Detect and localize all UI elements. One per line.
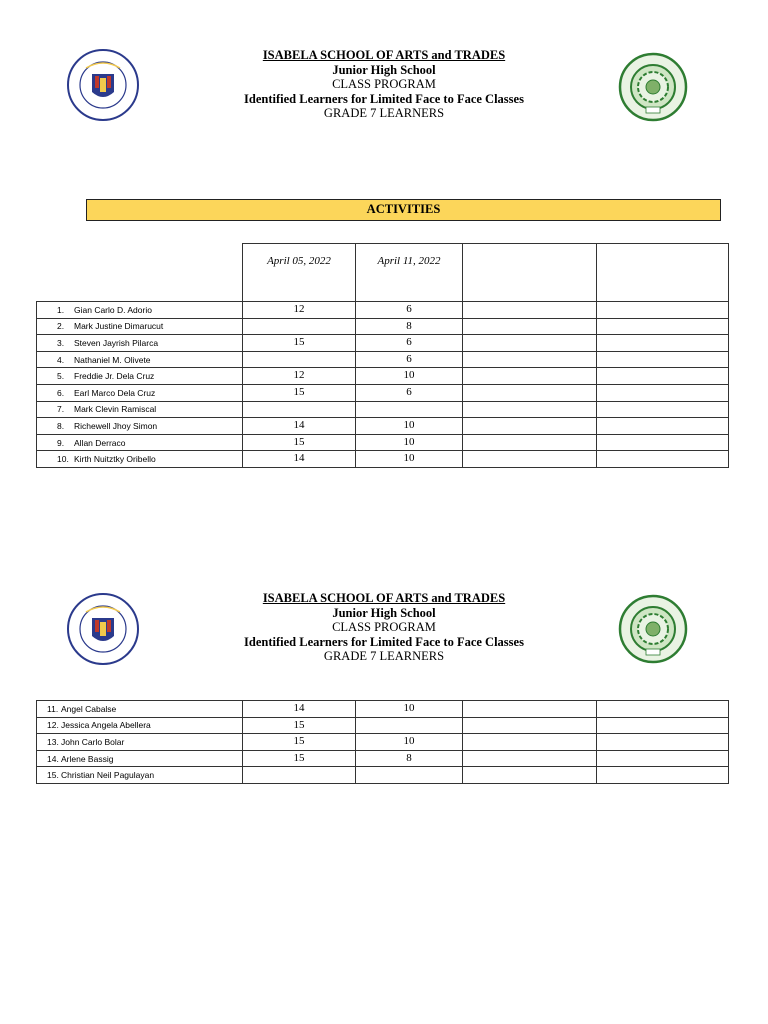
score-cell <box>463 767 597 784</box>
score-cell <box>597 351 729 368</box>
score-cell: 14 <box>243 451 356 468</box>
grade-label: GRADE 7 LEARNERS <box>323 649 445 663</box>
score-cell: 15 <box>243 734 356 751</box>
date-column-header <box>597 244 729 302</box>
learner-name: Kirth Nuitztky Oribello <box>74 454 156 465</box>
table-row <box>37 734 729 751</box>
class-program-title: CLASS PROGRAM <box>332 77 436 91</box>
score-cell <box>463 418 597 435</box>
learner-name-cell <box>37 318 243 335</box>
learner-number: 5. <box>57 371 65 382</box>
score-cell <box>243 318 356 335</box>
score-cell <box>243 401 356 418</box>
learners-table <box>36 700 729 784</box>
activities-banner: ACTIVITIES <box>86 199 721 221</box>
grade-label: GRADE 7 LEARNERS <box>323 106 445 120</box>
score-cell <box>463 401 597 418</box>
learner-number: 1. <box>57 304 65 315</box>
document-subtitle: Identified Learners for Limited Face to Face Classes <box>244 634 524 649</box>
score-cell <box>597 767 729 784</box>
learner-name-cell <box>37 717 243 734</box>
score-cell: 10 <box>356 701 463 718</box>
document-header <box>0 591 768 664</box>
learner-name: Christian Neil Pagulayan <box>61 770 155 781</box>
learner-name: Steven Jayrish Pilarca <box>74 337 159 348</box>
school-name: ISABELA SCHOOL OF ARTS and TRADES <box>262 591 506 605</box>
table-row <box>37 351 729 368</box>
score-cell <box>597 734 729 751</box>
table-row <box>37 384 729 401</box>
score-cell <box>597 717 729 734</box>
learner-name-cell <box>37 734 243 751</box>
learner-name: Nathaniel M. Olivete <box>74 354 151 365</box>
score-cell: 8 <box>356 750 463 767</box>
score-cell: 14 <box>243 701 356 718</box>
school-level: Junior High School <box>332 605 436 620</box>
score-cell <box>597 701 729 718</box>
score-cell <box>243 767 356 784</box>
score-cell: 8 <box>356 318 463 335</box>
score-cell <box>463 351 597 368</box>
score-cell <box>463 734 597 751</box>
learner-number: 6. <box>57 387 65 398</box>
score-cell: 15 <box>243 434 356 451</box>
score-cell: 10 <box>356 451 463 468</box>
table-row <box>37 451 729 468</box>
table-row <box>37 401 729 418</box>
score-cell <box>597 384 729 401</box>
learner-number: 9. <box>57 437 65 448</box>
score-cell <box>597 418 729 435</box>
learner-name: Jessica Angela Abellera <box>61 720 151 731</box>
score-cell: 6 <box>356 335 463 352</box>
score-cell: 10 <box>356 734 463 751</box>
school-name: ISABELA SCHOOL OF ARTS and TRADES <box>262 48 506 62</box>
score-cell: 10 <box>356 434 463 451</box>
score-cell <box>597 750 729 767</box>
class-program-title: CLASS PROGRAM <box>332 620 436 634</box>
score-cell <box>597 451 729 468</box>
score-cell: 6 <box>356 384 463 401</box>
learner-name-cell <box>37 767 243 784</box>
score-cell: 15 <box>243 750 356 767</box>
score-cell: 15 <box>243 384 356 401</box>
learner-name-cell <box>37 401 243 418</box>
learner-name: Allan Derraco <box>74 437 126 448</box>
date-column-header: April 05, 2022 <box>243 244 356 302</box>
learner-name: Earl Marco Dela Cruz <box>74 387 156 398</box>
score-cell <box>463 750 597 767</box>
table-row <box>37 335 729 352</box>
learner-name-cell <box>37 750 243 767</box>
learner-name-cell <box>37 384 243 401</box>
table-row <box>37 767 729 784</box>
learner-name-cell <box>37 451 243 468</box>
date-column-header <box>463 244 597 302</box>
score-cell: 12 <box>243 368 356 385</box>
learner-number: 3. <box>57 337 65 348</box>
score-cell <box>597 434 729 451</box>
score-cell <box>463 701 597 718</box>
score-cell <box>356 401 463 418</box>
score-cell: 10 <box>356 368 463 385</box>
header-blank-cell <box>37 244 243 302</box>
table-row <box>37 418 729 435</box>
score-cell: 12 <box>243 302 356 319</box>
score-cell <box>463 335 597 352</box>
learner-name-cell <box>37 701 243 718</box>
learner-name: Gian Carlo D. Adorio <box>74 304 152 315</box>
score-cell: 14 <box>243 418 356 435</box>
learner-name-cell <box>37 302 243 319</box>
learner-number: 7. <box>57 404 65 415</box>
score-cell: 10 <box>356 418 463 435</box>
table-row <box>37 368 729 385</box>
table-row <box>37 318 729 335</box>
score-cell: 15 <box>243 717 356 734</box>
learner-name: Freddie Jr. Dela Cruz <box>74 371 155 382</box>
score-cell <box>597 401 729 418</box>
score-cell <box>463 368 597 385</box>
table-row <box>37 302 729 319</box>
table-row <box>37 701 729 718</box>
score-cell <box>356 717 463 734</box>
date-header-row <box>37 244 729 302</box>
learner-number: 10. <box>57 454 69 465</box>
score-cell <box>463 384 597 401</box>
learner-number: 2. <box>57 321 65 332</box>
learner-name: Arlene Bassig <box>61 753 114 764</box>
document-header <box>0 48 768 121</box>
document-subtitle: Identified Learners for Limited Face to Face Classes <box>244 91 524 106</box>
date-column-header: April 11, 2022 <box>356 244 463 302</box>
learner-number: 13. <box>47 736 59 747</box>
score-cell: 6 <box>356 302 463 319</box>
learner-name-cell <box>37 351 243 368</box>
score-cell: 15 <box>243 335 356 352</box>
table-row <box>37 434 729 451</box>
score-cell <box>463 717 597 734</box>
learner-name: John Carlo Bolar <box>61 736 125 747</box>
learners-table <box>36 243 729 468</box>
score-cell <box>463 434 597 451</box>
learner-number: 8. <box>57 420 65 431</box>
learner-number: 15. <box>47 770 59 781</box>
learner-name: Richewell Jhoy Simon <box>74 420 158 431</box>
learner-name: Angel Cabalse <box>61 703 117 714</box>
score-cell <box>463 451 597 468</box>
learner-name-cell <box>37 434 243 451</box>
learner-name: Mark Clevin Ramiscal <box>74 404 157 415</box>
score-cell <box>243 351 356 368</box>
score-cell <box>463 302 597 319</box>
learner-name-cell <box>37 368 243 385</box>
score-cell <box>597 318 729 335</box>
learner-name-cell <box>37 418 243 435</box>
learner-number: 14. <box>47 753 59 764</box>
score-cell <box>463 318 597 335</box>
score-cell: 6 <box>356 351 463 368</box>
score-cell <box>356 767 463 784</box>
learner-name-cell <box>37 335 243 352</box>
score-cell <box>597 302 729 319</box>
learner-number: 4. <box>57 354 65 365</box>
school-level: Junior High School <box>332 62 436 77</box>
learner-number: 11. <box>47 703 59 714</box>
score-cell <box>597 335 729 352</box>
learner-name: Mark Justine Dimarucut <box>74 321 164 332</box>
learner-number: 12. <box>47 720 59 731</box>
table-row <box>37 717 729 734</box>
table-row <box>37 750 729 767</box>
score-cell <box>597 368 729 385</box>
